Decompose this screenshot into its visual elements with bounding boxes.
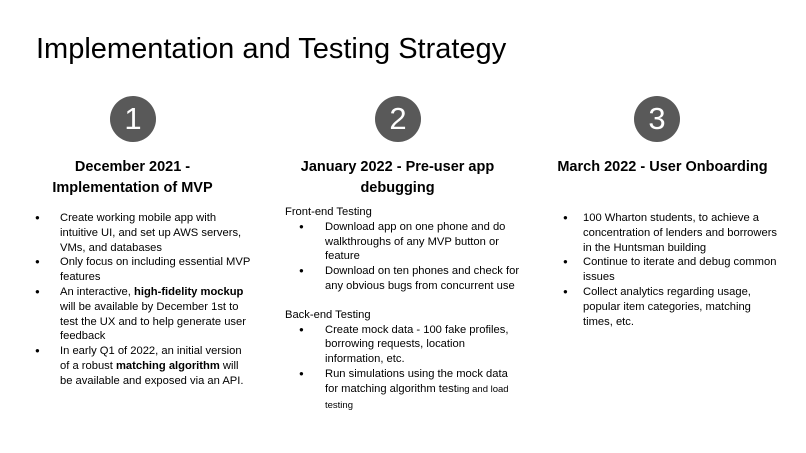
step-3-bullet: ● 100 Wharton students, to achieve a concentration of lenders and borrowers in the Huntsman building	[557, 211, 779, 255]
step-1-bullet: ● Create working mobile app with intuitive UI, and set up AWS servers, VMs, and databases	[35, 211, 252, 255]
step-3-bullet: ● Collect analytics regarding usage, popular item categories, matching times, etc.	[557, 285, 779, 329]
backend-bullet: ● Run simulations using the mock data for matching algorithm testing and load testing	[285, 367, 520, 413]
backend-bullet: ● Create mock data - 100 fake profiles, borrowing requests, location information, etc.	[285, 323, 520, 367]
slide-title: Implementation and Testing Strategy	[36, 33, 507, 65]
step-2-heading-line2: debugging	[360, 180, 435, 196]
step-3-body	[557, 211, 779, 329]
step-3-heading: March 2022 - User Onboarding	[557, 159, 768, 175]
highlight-algorithm: matching algorithm	[115, 359, 220, 372]
step-1-heading	[30, 157, 235, 199]
frontend-bullet: ● Download app on one phone and do walkthroughs of any MVP button or feature	[285, 220, 520, 264]
highlight-mockup: high-fidelity mockup	[134, 285, 244, 298]
step-3-bullet-list	[557, 211, 779, 329]
step-1-circle: 1	[110, 96, 156, 142]
backend-testing-label: Back-end Testing	[285, 308, 371, 321]
step-1-bullet: ● Only focus on including essential MVP features	[35, 255, 252, 285]
step-1-bullet: ● In early Q1 of 2022, an initial version of a robust matching algorithm will be available and exposed via an API.	[35, 344, 252, 388]
step-1-body	[35, 211, 252, 389]
step-2-heading	[285, 157, 510, 199]
step-1-bullet: ● An interactive, high-fidelity mockup will be available by December 1st to test the UX and to help generate user feedback	[35, 285, 252, 344]
step-2-circle: 2	[375, 96, 421, 142]
step-1-heading-line1: December 2021 -	[74, 159, 191, 175]
backend-bullet-list	[285, 323, 520, 414]
step-3-circle: 3	[634, 96, 680, 142]
frontend-bullet-list	[285, 220, 520, 294]
step-1-bullet-list	[35, 211, 252, 389]
frontend-bullet: ● Download on ten phones and check for any obvious bugs from concurrent use	[285, 264, 520, 294]
step-3-bullet: ● Continue to iterate and debug common issues	[557, 255, 779, 285]
frontend-testing-label: Front-end Testing	[285, 206, 372, 218]
step-2-heading-line1: January 2022 - Pre-user app	[300, 159, 495, 175]
step-1-heading-line2: Implementation of MVP	[52, 180, 213, 196]
step-2-body	[285, 205, 520, 413]
